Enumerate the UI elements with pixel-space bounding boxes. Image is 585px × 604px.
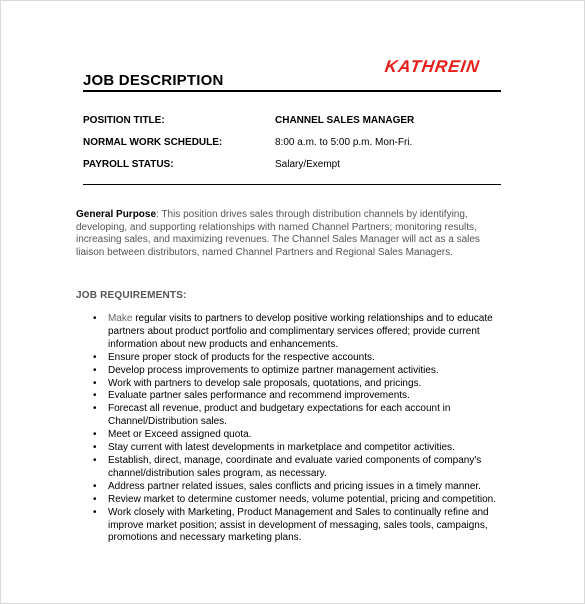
requirements-list: [93, 313, 503, 545]
general-purpose-label: General Purpose: [76, 209, 157, 220]
list-item: • Meet or Exceed assigned quota.: [93, 429, 503, 442]
job-requirements-heading: JOB REQUIREMENTS:: [76, 290, 187, 301]
general-purpose-text: : This position drives sales through distribution channels by identifying, developing, and supporting relationships with named Channel Partners; monitoring results, increasing sales, and maximizing revenues. The Channel Sales Manager will act as a sales liaison between distributors, named Channel Partners and Regional Sales Managers.: [76, 209, 480, 258]
list-item: • Work closely with Marketing, Product Management and Sales to continually refine and improve market position; assist in development of messaging, sales tools, campaigns, promotions and necessary marketing plans.: [93, 507, 503, 546]
kathrein-logo: KATHREIN: [383, 57, 481, 76]
position-title-value: CHANNEL SALES MANAGER: [275, 115, 415, 126]
list-item: [93, 313, 503, 352]
payroll-status-label: PAYROLL STATUS:: [83, 159, 174, 170]
list-item: • Review market to determine customer needs, volume potential, pricing and competition.: [93, 494, 503, 507]
position-title-label: POSITION TITLE:: [83, 115, 165, 126]
general-purpose-paragraph: [76, 209, 496, 259]
list-item: • Establish, direct, manage, coordinate and evaluate varied components of company's channel/distribution sales program, as necessary.: [93, 455, 503, 481]
list-item: • Forecast all revenue, product and budgetary expectations for each account in Channel/Distribution sales.: [93, 403, 503, 429]
payroll-status-value: Salary/Exempt: [275, 159, 341, 170]
list-item-lead-word: Make: [108, 313, 133, 324]
list-item: • Ensure proper stock of products for the respective accounts.: [93, 352, 503, 365]
list-item: • Stay current with latest developments in marketplace and competitor activities.: [93, 442, 503, 455]
work-schedule-value: 8:00 a.m. to 5:00 p.m. Mon-Fri.: [275, 137, 413, 148]
list-item: • Address partner related issues, sales conflicts and pricing issues in a timely manner.: [93, 481, 503, 494]
list-item: • Evaluate partner sales performance and recommend improvements.: [93, 390, 503, 403]
list-item: • Work with partners to develop sale proposals, quotations, and pricings.: [93, 378, 503, 391]
info-divider: [83, 184, 501, 185]
list-item-text: regular visits to partners to develop positive working relationships and to educate partners about product portfolio and complimentary services offered; provide current information about new products and enhancements.: [108, 313, 493, 350]
work-schedule-label: NORMAL WORK SCHEDULE:: [83, 137, 223, 148]
list-item: • Develop process improvements to optimize partner management activities.: [93, 365, 503, 378]
page-title: JOB DESCRIPTION: [83, 72, 224, 89]
title-divider: [83, 90, 501, 92]
